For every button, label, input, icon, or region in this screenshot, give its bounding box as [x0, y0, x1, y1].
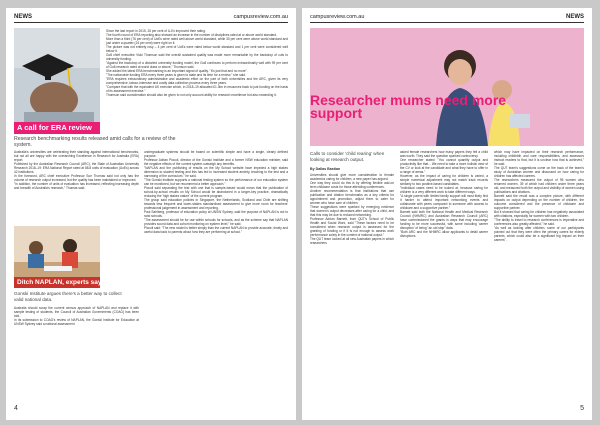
mums-column-3: which may have impacted on their research performance, including childbirth and care responsibilities, and assessors instruct readers to that, but it is unclear how that is achieved," he said. The QUT team's suggestions come on the back of the team's study of Australian women and discussed on how caring for children has affected careers. The researchers measured the output of 95 women who returned women, 39 of which had children under three years old, and measured both the output and visibility of women using publications and citations. Barnett said the result was a complex picture, with different impacts on output depending on the number of children, the outcome considered and the presence of childcare and supportive partner. But it showed that caring for children has negatively associated with citations, especially for women with two children. "The ability to travel to research conferences is imperative and conferences also greatly affected," he said. "As well as looking after children, some of our participants pointed out that they were often the primary carers for elderly parents, which could also be a significant big impact on their careers". — [494, 150, 584, 242]
era-intro-column: Since the last report in 2015, 26 per cent of U-Ex improved their rating. The fourth round of ERA reporting also showed an increase in the number of disciplines rated at or above world standard. More than a third (76 per cent) of UoEs were rated well above world standard, while 30 per cent were above world standard and just under a quarter (24 per cent) were right on it. The picture was not entirely rosy – 4 per cent of UoEs were rated below world standard and 1 per cent were considered well below it. Go8 chief executive Vicki Thomson said the overall sustained quality was made more remarkable by the backdrop of cuts to university funding. "Against the backdrop of a distorted university funding model, the Go8 continues to perform extraordinarily well with 99 per cent of Go8 research rated at world class or above," Thomson said. She added the latest ERA benchmarking is an important signal of quality. "It's just that and no more". "The nationwide funding ERA every three years is given to state and its time for a review," she said. "ERA requires extraordinary administrative and academic effort on the part of both universities and the ARC, given its very comprehensive, labour-intensive and costly data collection process every three years. "Compare that with the equivalent UK exercise which, in 2018–19 allocated £1.3bn in resources back to just funding on the basis of its assessment exercise." Thomson said consideration should also be given to not only account ability for research excellence but also rewarding it. — [106, 29, 288, 97]
era-standfirst: Research benchmarking results released amid calls for a review of the system. — [14, 136, 176, 148]
site-url: campusreview.com.au — [233, 14, 288, 20]
mums-column-1: Universities should give more consideration to female academics caring for children, a new paper has argued. One way they could do this is by offering flexible add-on term childcare costs for those attending conferences. Another recommendation is that institutions that use publication and citation benchmarks as a key criteria for appointment and promotion, adjust them to cater for women who have care of children. These suggestions were sparked by emerging evidence that women's output decreases after caring for a child, and that this may be due to reduced networking. Professor Adrian Barnett, from QUT's School of Public Health and Social Work, said "These factors need to be considered when research output is assessed for the granting of funding or if it is not enough to assess work performance solely in the context of national output." The QUT team looked at all new Australian papers in which researchers — [310, 173, 394, 245]
header-rule — [14, 22, 288, 23]
naplan-continued-column: undergraduate systems should be based on scientific simple and have a single, clearly defined purpose. Professor Adrian Piccoli, director of the Gonski Institute and a former NSW education minister, said the negative effects of the current system outweigh any benefits. "NAPLAN and the publishing of results on the My School website have impeded a high stakes dimension to student testing and this has led to increased student anxiety, teaching to the test and a narrowing of the curriculum," he said. "The Gonski Institute supports a national testing system so the performance of our education system can be monitored, but we recommend a better approach." Piccoli said separating the test with one that is sample-based would mean that the publication of school-by-school results on My School would be abandoned in a longer-key practice, dramatically reducing the 'high stakes nature' of the current program. The group said education policies in Singapore, the Netherlands, Scotland and Chile are shifting towards less frequent and lower-stakes standardised assessment to give more room for teachers' professional judgement in assessment and reporting. Paul Sahlberg, professor of education policy at UNSW Sydney, said the purpose of NAPLAN is not to rank schools. "The assessment should be for use within schools for schools, and as the scheme say that NAPLAN provides sound data and cohort monitoring on system level," he said. Piccoli said: "The new model is better simply than the current NAPLAN to provide accurate, timely and useful data back to parents about how they are performing at school." — [144, 150, 288, 234]
site-url: campusreview.com.au — [310, 14, 365, 20]
page-number: 4 — [14, 405, 18, 412]
mother-child-photo-icon — [310, 28, 584, 146]
section-label: NEWS — [566, 14, 584, 20]
era-body-column: Australia's universities are celebrating their standing against international benchmarks, but not all are happy with the overarching Excellence in Research for Australia (ERA) report. Published by the Australian Research Council (ARC), the State of Australian University Research 2018–19: ERA National Report rated at 88.8 units of evaluation (UoEs) across 42 institutions. In the foreword, ARC chief executive Professor Sue Thomas said not only has the volume of research output increased, but the quality has been maintained or improved. "In addition, the number of units of evaluation has increased, reflecting increasing depth and breadth of Australia's research," Thomas said. — [14, 150, 139, 190]
mums-column-2: asked female researchers how many papers they felt a child was worth. They said the question sparked controversy. One researcher stated: "You cannot quantify output and productivity like that... We need to take a more holistic view of the CV or look at the candidate and what they have to offer in a range of areas." However, as the impact of caring for children is varied, a simple numerical adjustment may not match track records similarly to two positive-based candidates. "Individual cases need to be looked at, because caring for children is a very different work to take different ways. "A single parent with limited family support will most likely find it harder to attend important networking events and collaborate with peers compared to someone with access to childcare and a supportive partner." Barnett said both the National Health and Medical Research Council (NHMRC) and Australian Research Council (ARC) have commissioned the grants in ways that may encourage funding to be more successful, with some including 'career disruption' of being "an old stop" data. "Both ARC and the NHMRC allow applicants to detail career disruptions — [400, 150, 488, 238]
era-headline: A call for ERA review — [17, 123, 92, 132]
header-rule — [310, 22, 584, 23]
page-number: 5 — [580, 405, 584, 412]
left-page — [6, 8, 296, 420]
naplan-standfirst: Gonski Institute argues there's a better way to collect valid national data. — [14, 291, 122, 302]
mums-standfirst: Calls to consider 'child rearing' when looking at research output. — [310, 151, 385, 162]
naplan-photo — [14, 226, 100, 284]
naplan-body-column: Australia should scrap the current census approach of NAPLAN and replace it with sample testing of students, the Council of Australian Governments (COAG) has been told. In its submission to COAG's review of NAPLAN, the Gonski Institute for Education at UNSW Sydney said a national assessment — [14, 306, 139, 326]
right-page — [302, 8, 592, 420]
naplan-title-bar — [14, 277, 100, 288]
mums-headline: Researcher mums need more support — [310, 92, 507, 121]
researcher-mums-hero-photo — [310, 28, 584, 146]
classroom-photo-icon — [14, 226, 100, 284]
byline: By Dallas Bastian — [310, 167, 341, 171]
naplan-headline: Ditch NAPLAN, experts say — [17, 279, 102, 286]
era-hero-photo — [14, 28, 100, 132]
graduation-photo-icon — [14, 28, 100, 132]
section-label: NEWS — [14, 14, 32, 20]
era-title-bar — [14, 122, 100, 134]
